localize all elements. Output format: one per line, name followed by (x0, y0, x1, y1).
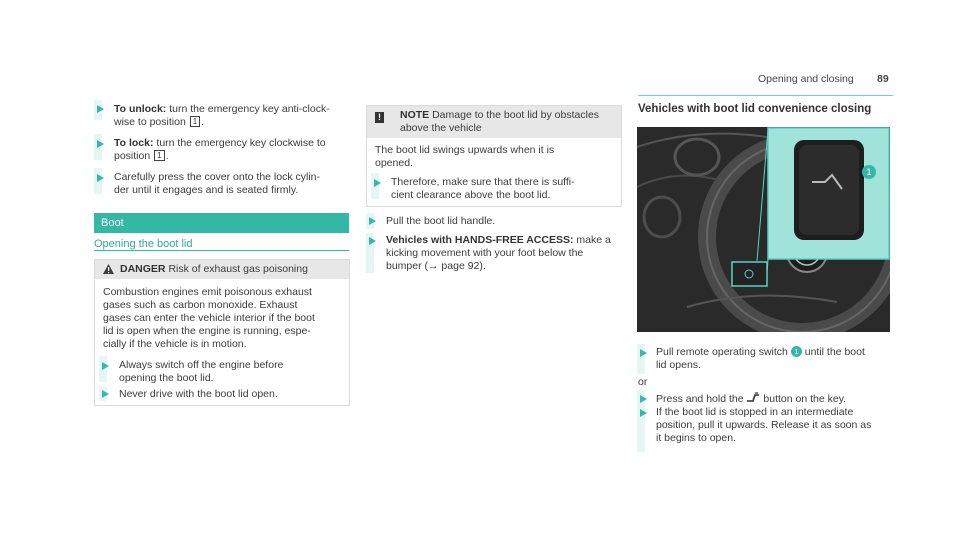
page-ref-arrow-icon: → (428, 260, 439, 272)
danger-title: Risk of exhaust gas poisoning (168, 263, 308, 275)
unlock-line2a: wise to position (114, 116, 186, 128)
note-title-line: Damage to the boot lid by obstacles (432, 109, 600, 121)
lock-line2b: . (165, 150, 169, 162)
note-box (366, 105, 622, 207)
running-header-title: Opening and closing (758, 73, 854, 85)
danger-body-line: Combustion engines emit poisonous exhaust (103, 286, 312, 298)
callout-1-inline: 1 (791, 346, 802, 357)
note-bullet (391, 176, 616, 202)
position-1-key-icon: 1 (154, 150, 164, 161)
steering-wheel-illustration (637, 127, 890, 332)
hands-free-step (386, 234, 626, 273)
danger-body-line: cially if the vehicle is in motion. (103, 338, 247, 350)
illustration-drawing (637, 127, 890, 332)
subsection-rule (94, 250, 349, 251)
danger-box (94, 259, 350, 406)
unlock-line1: turn the emergency key anti-clock- (169, 103, 330, 115)
press-line1: Carefully press the cover onto the lock cylin- (114, 171, 321, 183)
lock-label: To lock: (114, 137, 154, 149)
press-cover-instruction (114, 171, 354, 197)
page-reference-link[interactable]: page 92). (438, 260, 486, 272)
step-arrow-icon (369, 217, 376, 225)
section-heading-boot (94, 213, 349, 233)
page-number: 89 (877, 73, 889, 85)
press-key-step (656, 392, 896, 406)
pull-switch-text: Pull remote operating switch (656, 346, 788, 358)
step-arrow-icon (640, 409, 647, 417)
step-arrow-icon (97, 174, 104, 182)
step-arrow-icon (102, 362, 109, 370)
lock-line2a: position (114, 150, 151, 162)
unlock-instruction (114, 103, 354, 129)
callout-1: 1 (862, 165, 876, 179)
intermediate-line: If the boot lid is stopped in an intermediate (656, 406, 854, 418)
pull-handle-step: Pull the boot lid handle. (386, 215, 496, 227)
note-title-line: above the vehicle (400, 122, 482, 134)
note-body-line: The boot lid swings upwards when it is (375, 144, 555, 156)
hands-free-line: kicking movement with your foot below the (386, 247, 584, 259)
step-arrow-icon (97, 140, 104, 148)
danger-bullet-line: opening the boot lid. (119, 372, 214, 384)
danger-bullet-line: Always switch off the engine before (119, 359, 284, 371)
note-body (375, 144, 615, 170)
notice-icon: ! (375, 112, 384, 123)
warning-triangle-icon (103, 264, 114, 274)
danger-label: DANGER (120, 263, 166, 275)
press-line2: der until it engages and is seated firmly. (114, 184, 299, 196)
danger-body-line: gases such as carbon monoxide. Exhaust (103, 299, 298, 311)
danger-header (95, 260, 349, 279)
hands-free-line: bumper ( (386, 260, 429, 272)
danger-body-line: lid is open when the engine is running, espe- (103, 325, 311, 337)
step-arrow-icon (640, 395, 647, 403)
danger-body-line: gases can enter the vehicle interior if the boot (103, 312, 315, 324)
subsection-heading: Opening the boot lid (94, 238, 193, 250)
step-arrow-icon (374, 179, 381, 187)
press-key-text: Press and hold the (656, 393, 744, 405)
danger-body (103, 286, 343, 351)
intermediate-line: position, pull it upwards. Release it as soon as (656, 419, 872, 431)
section-title: Vehicles with boot lid convenience closing (638, 103, 872, 115)
intermediate-line: it begins to open. (656, 432, 736, 444)
pull-switch-text: until the boot (804, 346, 865, 358)
step-arrow-icon (640, 349, 647, 357)
unlock-label: To unlock: (114, 103, 167, 115)
hands-free-line: make a (576, 234, 611, 246)
press-key-text: button on the key. (763, 393, 847, 405)
or-separator: or (638, 376, 648, 388)
step-arrow-icon (369, 237, 376, 245)
note-label: NOTE (400, 109, 430, 121)
unlock-line2b: . (201, 116, 205, 128)
position-1-key-icon: 1 (190, 116, 200, 127)
lock-line1: turn the emergency key clockwise to (156, 137, 326, 149)
note-bullet-line: Therefore, make sure that there is suffi- (391, 176, 575, 188)
step-arrow-icon (97, 105, 104, 113)
intermediate-position-step (656, 406, 896, 445)
boot-heading-text: Boot (101, 217, 124, 229)
hands-free-label: Vehicles with HANDS-FREE ACCESS: (386, 234, 574, 246)
note-header (367, 106, 621, 138)
lock-instruction (114, 137, 354, 163)
step-arrow-icon (102, 390, 109, 398)
pull-switch-text: lid opens. (656, 359, 701, 371)
header-rule (638, 95, 893, 96)
danger-bullet-1 (119, 359, 344, 385)
pull-switch-step (656, 346, 896, 372)
note-bullet-line: cient clearance above the boot lid. (391, 189, 551, 201)
boot-lid-key-icon (746, 392, 760, 403)
note-body-line: opened. (375, 157, 413, 169)
danger-bullet-2: Never drive with the boot lid open. (119, 388, 278, 400)
